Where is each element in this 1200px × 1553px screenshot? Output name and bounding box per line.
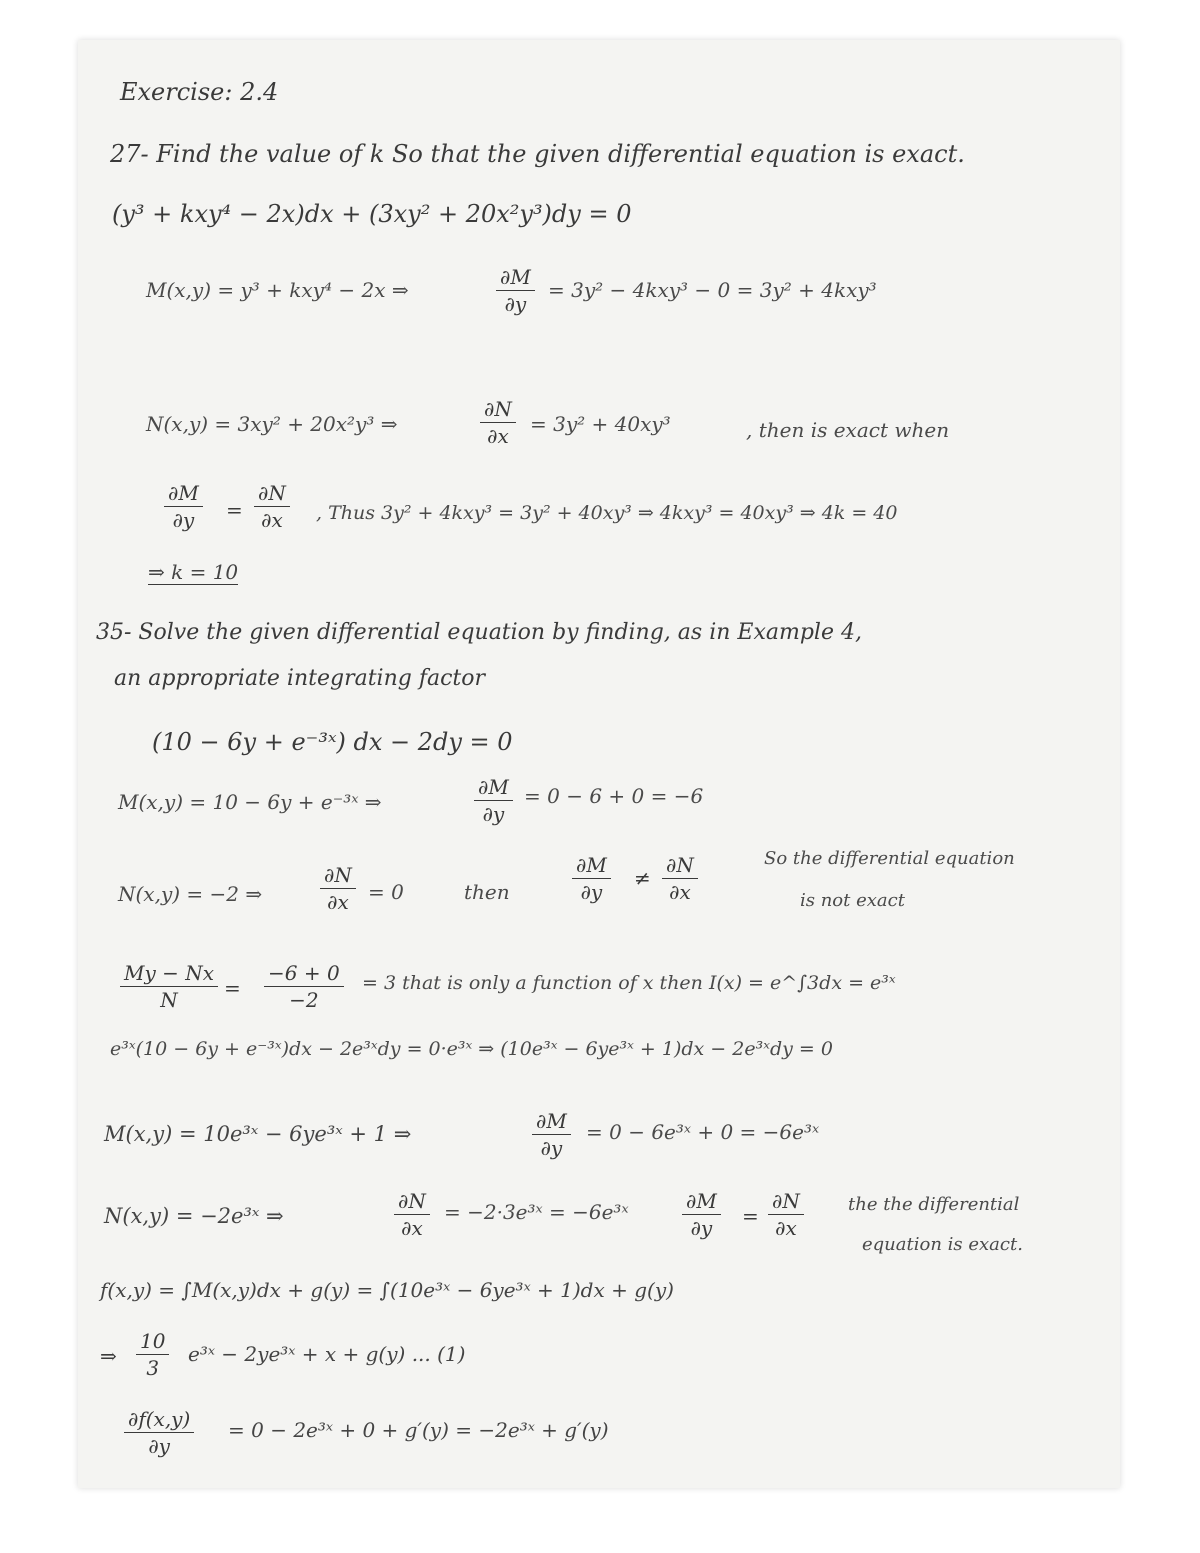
p35-not-exact-rhs [662,854,698,903]
frac-denominator: ∂x [327,890,349,914]
frac-numerator: ∂M [164,482,203,507]
frac-denominator: ∂y [148,1434,170,1458]
p27-condition-eq: = [226,498,243,522]
p35-then-word: then [464,880,510,904]
p35-m2-result: = 0 − 6e³ˣ + 0 = −6e³ˣ [586,1120,820,1144]
p35-exact-eq: = [742,1204,759,1228]
p35-not-exact-note-1: So the differential equation [764,848,1015,869]
frac-numerator: −6 + 0 [264,962,344,987]
p27-then-text: , then is exact when [746,418,950,442]
p35-f-definition: f(x,y) = ∫M(x,y)dx + g(y) = ∫(10e³ˣ − 6ye³ˣ + 1)dx + g(y) [100,1278,674,1302]
p35-dn-dx [320,864,356,913]
frac-denominator: ∂y [482,802,505,826]
p35-n-definition: N(x,y) = −2 ⇒ [118,882,263,906]
frac-denominator: 3 [146,1356,160,1380]
frac-denominator: −2 [289,988,319,1012]
p35-dm2-dy [532,1110,571,1159]
frac-denominator: ∂y [540,1136,563,1160]
notebook-page [78,40,1120,1488]
page-title: Exercise: 2.4 [120,78,279,106]
p35-df-dy [124,1408,194,1457]
p35-n-result: = 0 [368,880,404,904]
problem-27-equation: (y³ + kxy⁴ − 2x)dx + (3xy² + 20x²y³)dy = 0 [112,200,632,228]
frac-numerator: ∂f(x,y) [124,1408,194,1433]
problem-27-statement: 27- Find the value of k So that the given differential equation is exact. [110,140,965,168]
p27-condition-lhs [164,482,203,531]
p35-f-result: e³ˣ − 2ye³ˣ + x + g(y) ... (1) [188,1342,466,1366]
frac-denominator: ∂x [401,1216,423,1240]
p35-f-prefix: ⇒ [100,1344,117,1368]
p35-m2-definition: M(x,y) = 10e³ˣ − 6ye³ˣ + 1 ⇒ [104,1122,412,1146]
frac-numerator: ∂M [474,776,513,801]
p35-dm-dy [474,776,513,825]
p35-exact-note-1: the the differential [848,1194,1020,1215]
p27-dn-dx [480,398,516,447]
frac-denominator: N [160,988,178,1012]
p27-thus-text: , Thus 3y² + 4kxy³ = 3y² + 40xy³ ⇒ 4kxy³ = 40xy³ ⇒ 4k = 40 [316,502,898,524]
frac-denominator: ∂x [775,1216,797,1240]
p35-not-equal: ≠ [634,866,651,890]
p27-m-result: = 3y² − 4kxy³ − 0 = 3y² + 4kxy³ [548,278,877,302]
frac-numerator: 10 [136,1330,169,1355]
p35-exact-rhs [768,1190,804,1239]
frac-numerator: ∂N [254,482,290,507]
frac-numerator: ∂M [682,1190,721,1215]
p35-dn2-dx [394,1190,430,1239]
p27-n-result: = 3y² + 40xy³ [530,412,671,436]
p35-f-coefficient [136,1330,169,1379]
frac-numerator: ∂N [394,1190,430,1215]
frac-numerator: ∂N [480,398,516,423]
p35-not-exact-lhs [572,854,611,903]
p35-m-definition: M(x,y) = 10 − 6y + e⁻³ˣ ⇒ [118,790,382,814]
frac-denominator: ∂y [580,880,603,904]
p27-m-definition: M(x,y) = y³ + kxy⁴ − 2x ⇒ [146,278,409,302]
p27-condition-rhs [254,482,290,531]
p27-n-definition: N(x,y) = 3xy² + 20x²y³ ⇒ [146,412,398,436]
frac-numerator: ∂N [662,854,698,879]
frac-numerator: ∂M [572,854,611,879]
p35-ratio [120,962,218,1011]
p35-m-result: = 0 − 6 + 0 = −6 [524,784,704,808]
frac-denominator: ∂y [172,508,195,532]
p35-n2-result: = −2·3e³ˣ = −6e³ˣ [444,1200,629,1224]
frac-denominator: ∂y [504,292,527,316]
frac-numerator: My − Nx [120,962,218,987]
p35-multiplied-equation: e³ˣ(10 − 6y + e⁻³ˣ)dx − 2e³ˣdy = 0·e³ˣ ⇒ (10e³ˣ − 6ye³ˣ + 1)dx − 2e³ˣdy = 0 [110,1038,833,1060]
frac-numerator: ∂N [768,1190,804,1215]
problem-35-statement-1: 35- Solve the given differential equation by finding, as in Example 4, [96,620,862,645]
p27-answer: ⇒ k = 10 [148,560,239,584]
frac-denominator: ∂x [669,880,691,904]
p35-not-exact-note-2: is not exact [800,890,905,911]
p35-df-result: = 0 − 2e³ˣ + 0 + g′(y) = −2e³ˣ + g′(y) [228,1418,609,1442]
p35-ratio-eq: = [224,976,241,1000]
frac-denominator: ∂x [487,424,509,448]
problem-35-equation: (10 − 6y + e⁻³ˣ) dx − 2dy = 0 [152,728,513,756]
p35-exact-lhs [682,1190,721,1239]
frac-numerator: ∂M [496,266,535,291]
p27-dm-dy [496,266,535,315]
problem-35-statement-2: an appropriate integrating factor [114,666,486,691]
p35-ratio-value [264,962,344,1011]
frac-numerator: ∂M [532,1110,571,1135]
frac-denominator: ∂y [690,1216,713,1240]
frac-denominator: ∂x [261,508,283,532]
p35-n2-definition: N(x,y) = −2e³ˣ ⇒ [104,1204,284,1228]
p35-ratio-text: = 3 that is only a function of x then I(x) = e^∫3dx = e³ˣ [362,972,896,994]
frac-numerator: ∂N [320,864,356,889]
p35-exact-note-2: equation is exact. [862,1234,1023,1255]
